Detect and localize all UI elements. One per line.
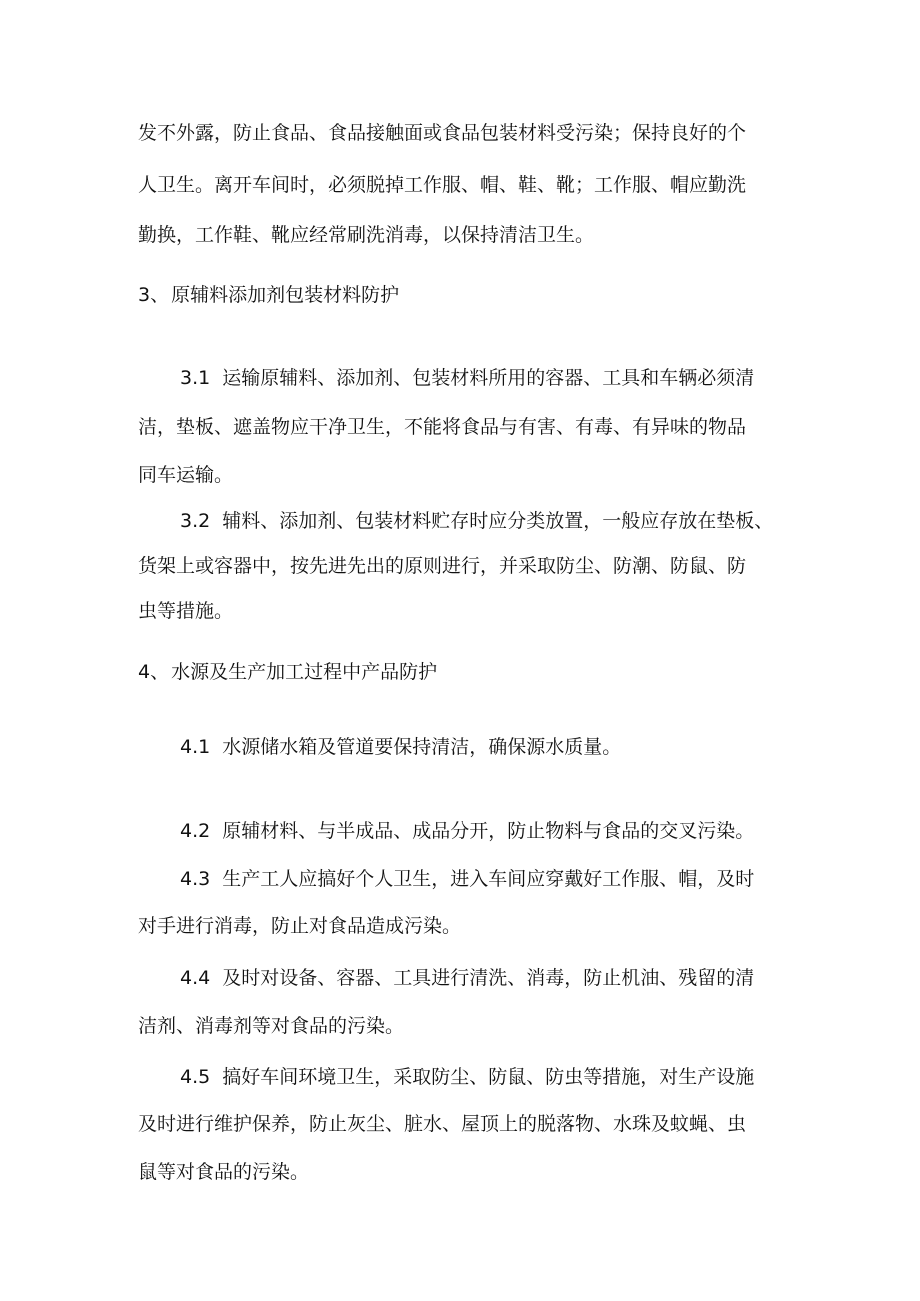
paragraph-line: 发不外露，防止食品、食品接触面或食品包装材料受污染；保持良好的个	[138, 122, 747, 144]
clause-text: 运输原辅料、添加剂、包装材料所用的容器、工具和车辆必须清	[222, 367, 755, 389]
clause-text: 生产工人应搞好个人卫生，进入车间应穿戴好工作服、帽，及时	[222, 868, 755, 890]
paragraph-line: 对手进行消毒，防止对食品造成污染。	[138, 915, 462, 937]
paragraph-line: 虫等措施。	[138, 600, 234, 622]
paragraph-line: 人卫生。离开车间时，必须脱掉工作服、帽、鞋、靴；工作服、帽应勤洗	[138, 174, 747, 196]
clause-number: 4.3	[180, 868, 211, 890]
clause-4-2-line	[0, 818, 920, 844]
paragraph-line: 同车运输。	[138, 464, 234, 486]
section-heading-4	[0, 659, 920, 685]
clause-text: 及时对设备、容器、工具进行清洗、消毒，防止机油、残留的清	[222, 967, 755, 989]
clause-4-1-line	[0, 734, 920, 760]
clause-text: 搞好车间环境卫生，采取防尘、防鼠、防虫等措施，对生产设施	[222, 1066, 755, 1088]
clause-number: 4.4	[180, 967, 211, 989]
clause-text: 辅料、添加剂、包装材料贮存时应分类放置，一般应存放在垫板、	[222, 510, 774, 532]
clause-text: 原辅材料、与半成品、成品分开，防止物料与食品的交叉污染。	[222, 820, 755, 842]
paragraph-line: 勤换，工作鞋、靴应经常刷洗消毒，以保持清洁卫生。	[138, 224, 595, 246]
section-heading-3	[0, 282, 920, 308]
clause-number: 3.1	[180, 367, 211, 389]
paragraph-line: 货架上或容器中，按先进先出的原则进行，并采取防尘、防潮、防鼠、防	[138, 555, 747, 577]
clause-3-1-line	[0, 365, 920, 391]
section-title: 原辅料添加剂包装材料防护	[171, 284, 400, 306]
clause-number: 4.1	[180, 736, 211, 758]
clause-text: 水源储水箱及管道要保持清洁，确保源水质量。	[222, 736, 622, 758]
clause-4-3-line	[0, 866, 920, 892]
paragraph-line: 洁，垫板、遮盖物应干净卫生，不能将食品与有害、有毒、有异味的物品	[138, 416, 747, 438]
clause-4-4-line	[0, 965, 920, 991]
clause-number: 4.2	[180, 820, 211, 842]
clause-3-2-line	[0, 508, 920, 534]
clause-4-5-line	[0, 1064, 920, 1090]
clause-number: 4.5	[180, 1066, 211, 1088]
section-number: 4、	[138, 661, 170, 683]
paragraph-line: 及时进行维护保养，防止灰尘、脏水、屋顶上的脱落物、水珠及蚊蝇、虫	[138, 1113, 747, 1135]
clause-number: 3.2	[180, 510, 211, 532]
paragraph-line: 洁剂、消毒剂等对食品的污染。	[138, 1015, 405, 1037]
paragraph-line: 鼠等对食品的污染。	[138, 1161, 310, 1183]
section-number: 3、	[138, 284, 170, 306]
section-title: 水源及生产加工过程中产品防护	[171, 661, 438, 683]
